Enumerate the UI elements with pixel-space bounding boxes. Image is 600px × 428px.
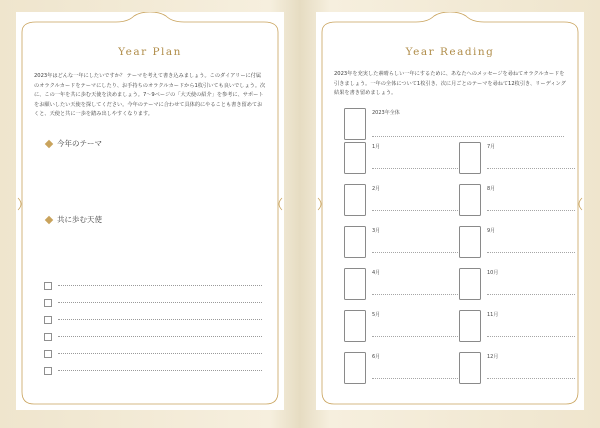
writing-line <box>58 302 262 303</box>
checkbox[interactable] <box>44 282 52 290</box>
card-slot-month <box>459 352 481 384</box>
card-slot-month <box>344 268 366 300</box>
month-label: 7月 <box>487 144 496 150</box>
month-label: 2月 <box>372 186 381 192</box>
checklist-row <box>44 328 262 345</box>
card-slot-month <box>344 352 366 384</box>
writing-line <box>487 168 575 169</box>
intro-text: 2023年を充実した素晴らしい一年にするために、あなたへのメッセージを尋ねてオラクルカードを引きましょう。一年の全体について1枚引き、次に月ごとのテーマを尋ねて12枚引き、リーディング結果を書き留めましょう。 <box>334 71 566 97</box>
card-slot-month <box>344 310 366 342</box>
card-slot-month <box>459 226 481 258</box>
theme-label: 今年のテーマ <box>57 139 102 148</box>
card-slot-month <box>344 226 366 258</box>
writing-line <box>58 370 262 371</box>
writing-line <box>372 336 460 337</box>
month-label: 1月 <box>372 144 381 150</box>
writing-line <box>372 168 460 169</box>
month-label: 8月 <box>487 186 496 192</box>
month-label: 5月 <box>372 312 381 318</box>
card-slot-month <box>459 142 481 174</box>
checkbox[interactable] <box>44 333 52 341</box>
month-label: 6月 <box>372 354 381 360</box>
month-label: 4月 <box>372 270 381 276</box>
angel-heading <box>46 214 102 225</box>
month-label: 12月 <box>487 354 499 360</box>
card-slot-month <box>344 142 366 174</box>
checklist-row <box>44 294 262 311</box>
month-label: 10月 <box>487 270 499 276</box>
writing-line <box>58 285 262 286</box>
writing-line <box>58 353 262 354</box>
checklist-row <box>44 345 262 362</box>
month-label: 11月 <box>487 312 499 318</box>
writing-line <box>487 294 575 295</box>
card-slot-month <box>459 184 481 216</box>
card-slot-month <box>459 310 481 342</box>
writing-line <box>58 336 262 337</box>
checklist <box>44 277 262 379</box>
writing-line <box>372 136 564 137</box>
writing-line <box>372 378 460 379</box>
diamond-icon <box>45 216 53 224</box>
writing-line <box>487 252 575 253</box>
year-plan-page <box>16 12 284 410</box>
writing-line <box>487 210 575 211</box>
page-title: Year Reading <box>405 46 495 58</box>
year-reading-page <box>316 12 584 410</box>
writing-line <box>487 336 575 337</box>
card-slot-overall <box>344 108 366 140</box>
month-label: 9月 <box>487 228 496 234</box>
theme-heading <box>46 138 102 149</box>
writing-line <box>487 378 575 379</box>
diamond-icon <box>45 140 53 148</box>
checklist-row <box>44 277 262 294</box>
page-title: Year Plan <box>118 46 182 58</box>
checklist-row <box>44 311 262 328</box>
writing-line <box>372 252 460 253</box>
writing-line <box>372 210 460 211</box>
intro-text: 2023年はどんな一年にしたいですか？ テーマを考えて書き込みましょう。このダイアリーに付属のオラクルカードをテーマにしたり、お手持ちのオラクルカードから1枚引いても良いでしょう。次に、この一年を共に歩む天使を決めましょう。7〜9ページの「大天使の紹介」を参考に、サポートをお願いしたい天使を探してください。今年のテーマに合わせて具体的にやることも書き留めておくと、天使と共に一歩を踏み出しやすくなります。 <box>34 73 266 118</box>
checklist-row <box>44 362 262 379</box>
checkbox[interactable] <box>44 299 52 307</box>
card-slot-month <box>459 268 481 300</box>
checkbox[interactable] <box>44 316 52 324</box>
month-label: 3月 <box>372 228 381 234</box>
writing-line <box>372 294 460 295</box>
overall-label: 2023年全体 <box>372 110 400 116</box>
checkbox[interactable] <box>44 350 52 358</box>
angel-label: 共に歩む天使 <box>57 215 102 224</box>
card-slot-month <box>344 184 366 216</box>
checkbox[interactable] <box>44 367 52 375</box>
writing-line <box>58 319 262 320</box>
